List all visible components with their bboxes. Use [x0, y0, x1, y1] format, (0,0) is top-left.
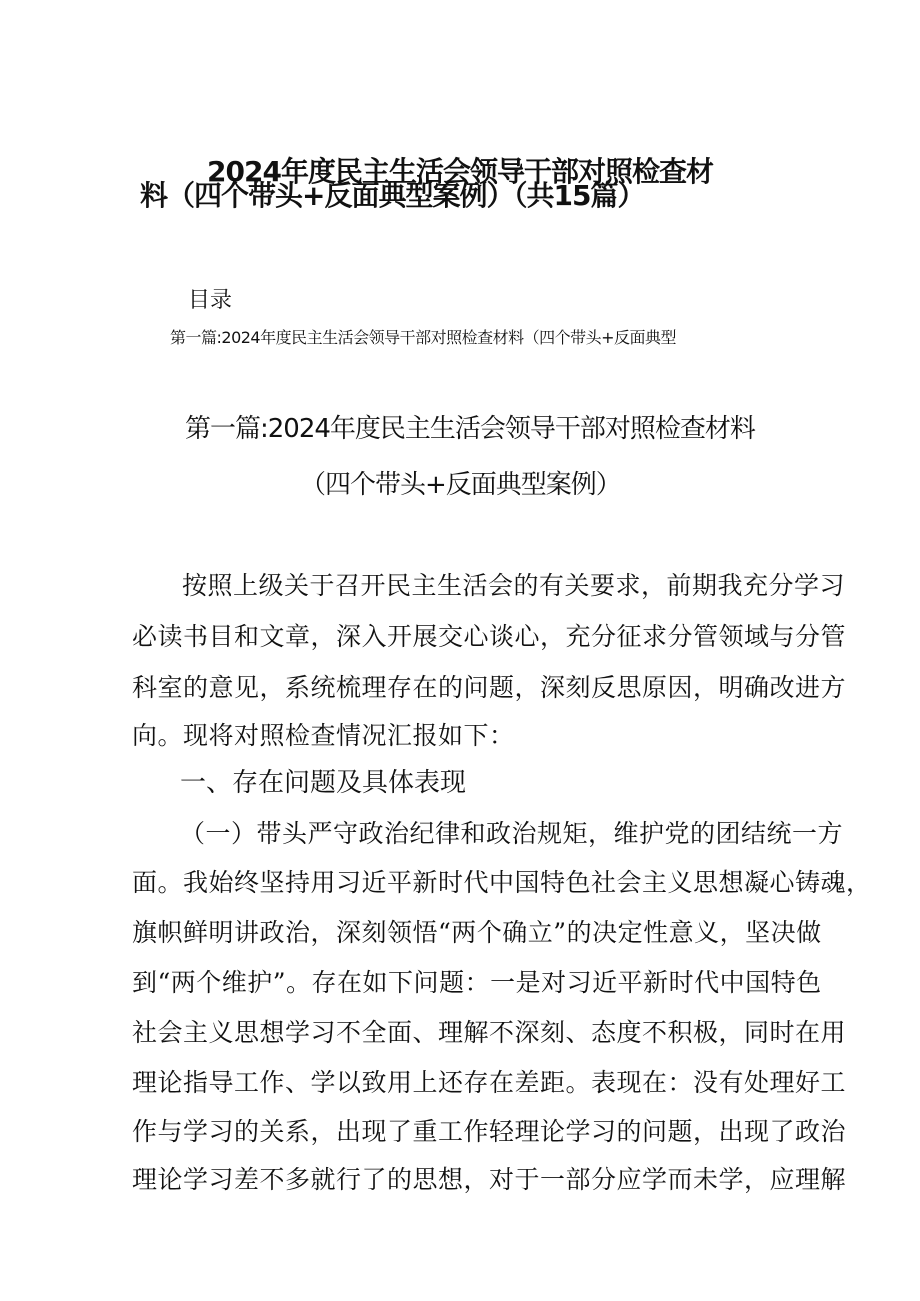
body-paragraph-line: 到“两个维护”。存在如下问题：一是对习近平新时代中国特色 — [132, 968, 822, 997]
section-title-line-2: （四个带头+反面典型案例） — [300, 470, 621, 500]
body-paragraph-line: （一）带头严守政治纪律和政治规矩，维护党的团结统一方 — [180, 819, 844, 848]
intro-paragraph-line: 必读书目和文章，深入开展交心谈心，充分征求分管领域与分管 — [132, 622, 847, 651]
section-heading: 一、存在问题及具体表现 — [180, 768, 467, 798]
intro-paragraph-line: 按照上级关于召开民主生活会的有关要求，前期我充分学习 — [182, 571, 846, 600]
section-title-line-1: 第一篇:2024年度民主生活会领导干部对照检查材料 — [185, 414, 755, 444]
body-paragraph-line: 面。我始终坚持用习近平新时代中国特色社会主义思想凝心铸魂， — [132, 868, 872, 897]
toc-item[interactable]: 第一篇:2024年度民主生活会领导干部对照检查材料（四个带头+反面典型 — [170, 328, 677, 347]
body-paragraph-line: 旗帜鲜明讲政治，深刻领悟“两个确立”的决定性意义，坚决做 — [132, 918, 822, 947]
toc-heading: 目录 — [188, 288, 233, 313]
body-paragraph-line: 理论指导工作、学以致用上还存在差距。表现在：没有处理好工 — [132, 1068, 847, 1097]
intro-paragraph-line: 向。现将对照检查情况汇报如下： — [132, 721, 515, 750]
intro-paragraph-line: 科室的意见，系统梳理存在的问题，深刻反思原因，明确改进方 — [132, 673, 847, 702]
body-paragraph-line: 理论学习差不多就行了的思想，对于一部分应学而未学，应理解 — [132, 1165, 847, 1194]
document-title-line-1: 2024年度民主生活会领导干部对照检查材 — [207, 155, 713, 188]
body-paragraph-line: 社会主义思想学习不全面、理解不深刻、态度不积极，同时在用 — [132, 1018, 847, 1047]
document-title-line-2: 料（四个带头+反面典型案例）（共15篇） — [140, 179, 645, 212]
body-paragraph-line: 作与学习的关系，出现了重工作轻理论学习的问题，出现了政治 — [132, 1117, 847, 1146]
